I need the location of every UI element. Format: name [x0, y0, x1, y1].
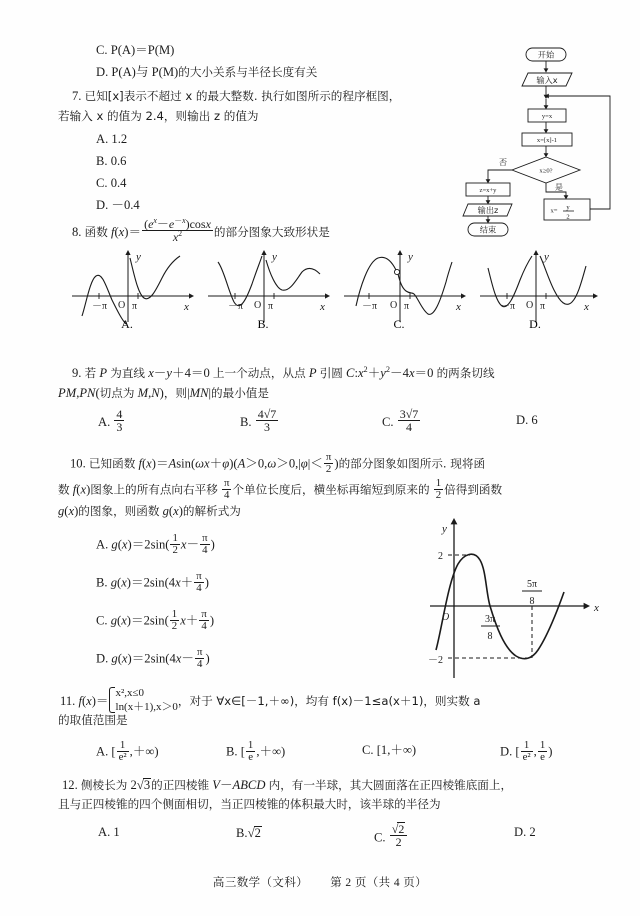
q11-option-d: D. [ $\frac{1}{\text{e²}}$ , $\frac{1}{e}$ ) — [500, 739, 553, 764]
flow-start-label: 开始 — [537, 49, 555, 60]
flow-input-label: 输入x — [536, 75, 558, 85]
q8-graph-a — [66, 244, 202, 331]
q8-graph-d — [474, 244, 610, 331]
q9-option-a: A. $\frac{4}{3}$ — [98, 407, 123, 435]
q8a-pi: π — [132, 301, 138, 312]
q10-x-axis-label: x — [594, 602, 599, 614]
flow-halve-num: y — [566, 204, 570, 211]
flow-halve-lhs: x= — [550, 207, 558, 215]
q8-label-d: D. — [529, 317, 541, 331]
footer-subject: 高三数学（文科） — [212, 875, 309, 889]
q8d-y-label: y — [544, 251, 549, 263]
flow-assign-x-label: x=[x]-1 — [536, 137, 558, 145]
q12-option-d: D. 2 — [514, 825, 536, 839]
q8c-x-label: x — [456, 301, 461, 313]
q8d-neg-pi: －π — [500, 301, 516, 312]
q8c-pi: π — [404, 301, 410, 312]
q10-stem-line1: 10. 已知函数 f(x)＝Asin(ωx＋φ)(A＞0,ω＞0,|φ|＜ $\frac{\pi}{2}$ )的部分图象如图所示. 现将函 — [70, 451, 486, 476]
q10-ymin-label: －2 — [428, 655, 443, 666]
q10-y-axis-label: y — [442, 523, 447, 535]
q9-option-b: B. $\frac{4√7}{3}$ — [240, 407, 277, 435]
q11-piecewise: x²,x≤0 ln(x＋1),x＞0 — [109, 686, 178, 714]
q11-option-a: A. [ $\frac{1}{\text{e²}}$ ,＋∞) — [96, 739, 159, 764]
svg-text:8: 8 — [487, 631, 493, 642]
q8-label-a: A. — [121, 317, 133, 331]
q8a-neg-pi: －π — [92, 301, 108, 312]
q8-label-c: C. — [393, 317, 405, 331]
q12-option-c: C. $\frac{√2}{2}$ — [374, 822, 408, 849]
q8b-neg-pi: －π — [228, 301, 244, 312]
q8d-pi: π — [540, 301, 546, 312]
q10-graph — [424, 510, 624, 685]
flow-no-label: 否 — [498, 157, 508, 167]
q11-stem-line1: 11. f(x)＝ x²,x≤0 ln(x＋1),x＞0 ，对于 ∀x∈[－1,＋∞)，均有 f(x)－1≤a(x＋1)，则实数 a — [60, 687, 481, 714]
q7-stem-line2: 若输入 x 的值为 2.4，则输出 z 的值为 — [58, 109, 259, 123]
q8b-y-label: y — [272, 251, 277, 263]
q7-option-c: C. 0.4 — [96, 176, 127, 190]
q8b-origin: O — [254, 300, 262, 311]
flow-yes-label: 是 — [554, 182, 564, 192]
page-footer — [0, 874, 640, 890]
q6-option-c: C. P(A)＝P(M) — [96, 43, 175, 57]
q9-stem-line1: 9. 若 P 为直线 x－y＋4＝0 上一个动点，从点 P 引圆 $C:x^2+y^2-4x=0$ 的两条切线 — [72, 364, 495, 380]
q8-graph-c — [338, 244, 474, 331]
q7-option-a: A. 1.2 — [96, 132, 128, 146]
q10-option-c: C. g(x)＝2sin( $\frac{1}{2}$ x＋ $\frac{\pi}{4}$ ) — [96, 608, 215, 633]
flow-end-label: 结束 — [479, 224, 497, 235]
q9-stem-line2: PM,PN(切点为 M,N)，则|MN|的最小值是 — [58, 386, 269, 400]
flow-halve-den: 2 — [566, 213, 570, 221]
q8c-origin: O — [390, 300, 398, 311]
svg-text:3π: 3π — [484, 614, 496, 625]
q12-stem-line2: 且与正四棱锥的四个侧面相切，当正四棱锥的体积最大时，该半球的半径为 — [58, 797, 441, 811]
q7-option-b: B. 0.6 — [96, 154, 127, 168]
q10-origin-label: O — [442, 612, 450, 623]
footer-page: 第 2 页（共 4 页） — [330, 877, 428, 889]
q6-option-d: D. P(A)与 P(M)的大小关系与半径长度有关 — [96, 65, 318, 79]
q10-tick-5pi-8 — [522, 579, 542, 607]
q12-stem-line1: 12. 侧棱长为 2√3的正四棱锥 V－ABCD 内，有一半球，其大圆面落在正四棱锥底面上， — [62, 778, 513, 792]
q8-label-b: B. — [257, 317, 269, 331]
q8b-x-label: x — [320, 301, 325, 313]
q10-option-b: B. g(x)＝2sin(4x＋ $\frac{\pi}{4}$ ) — [96, 570, 209, 595]
q9-option-d: D. 6 — [516, 413, 538, 427]
q10-option-d: D. g(x)＝2sin(4x－ $\frac{\pi}{4}$ ) — [96, 646, 210, 671]
q10-option-a: A. g(x)＝2sin( $\frac{1}{2}$ x－ $\frac{\pi}{4}$ ) — [96, 532, 215, 557]
flow-assign-y-label: y=x — [541, 113, 553, 121]
q11-option-b: B. [ $\frac{1}{e}$ ,＋∞) — [226, 739, 286, 764]
flow-output-label: 输出z — [477, 205, 499, 215]
q8c-y-label: y — [408, 251, 413, 263]
q8d-x-label: x — [584, 301, 589, 313]
q12-option-a: A. 1 — [98, 825, 120, 839]
q8-stem: 8. 函数 f(x)＝ $\frac{(e^x-e^{-x})\cos x}{x^2}$ 的部分图象大致形状是 — [72, 216, 330, 245]
svg-text:8: 8 — [529, 596, 535, 607]
q8d-origin: O — [526, 300, 534, 311]
q7-option-d: D. －0.4 — [96, 198, 140, 212]
q8b-pi: π — [268, 301, 274, 312]
q8a-origin: O — [118, 300, 126, 311]
flow-assign-z-label: z=x+y — [479, 187, 497, 195]
q8-fraction: $\frac{(e^x-e^{-x})\cos x}{x^2}$ — [144, 216, 211, 245]
q8c-neg-pi: －π — [362, 301, 378, 312]
q8a-y-label: y — [136, 251, 141, 263]
q10-stem-line3: g(x)的图象，则函数 g(x)的解析式为 — [58, 504, 241, 518]
q11-option-c: C. [1,＋∞) — [362, 743, 417, 757]
q8-graph-b — [202, 244, 338, 331]
q10-stem-line2: 数 f(x)图象上的所有点向右平移 $\frac{\pi}{4}$ 个单位长度后，横坐标再缩短到原来的 $\frac{1}{2}$ 倍得到函数 — [58, 477, 503, 502]
q8a-x-label: x — [184, 301, 189, 313]
q9-option-c: C. $\frac{3√7}{4}$ — [382, 407, 419, 435]
q11-stem-line2: 的取值范围是 — [58, 713, 128, 727]
q7-flowchart — [470, 44, 640, 234]
svg-text:5π: 5π — [526, 579, 538, 590]
q12-option-b: B.√2 — [236, 826, 261, 840]
q7-stem-line1: 7. 已知[x]表示不超过 x 的最大整数. 执行如图所示的程序框图， — [72, 89, 401, 103]
q10-ymax-label: 2 — [438, 551, 443, 562]
flow-decision-label: x≥0? — [539, 167, 553, 175]
